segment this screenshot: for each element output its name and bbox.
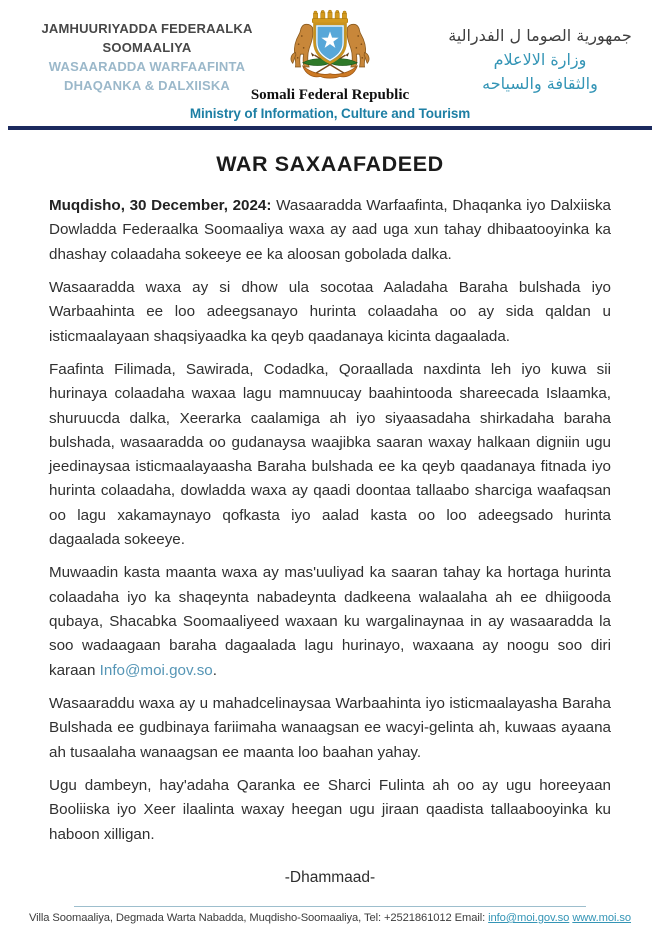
sentence-period: . — [212, 661, 217, 679]
republic-name-somali-line1: JAMHUURIYADDA FEDERAALKA — [41, 21, 253, 36]
republic-name-somali-line2: SOOMAALIYA — [102, 39, 192, 55]
paragraph-intro-text: Wasaaradda Warfaafinta, Dhaqanka iyo Dalxiiska Dowladda Federaalka Soomaaliya waxa ay aad uga xun tahay dhibaatooyinka ka dhashay colaadaha sokeeye ee ka aloosan gobolada dalka. — [49, 197, 611, 263]
footer-divider-rule — [74, 906, 586, 907]
letterhead — [0, 0, 660, 126]
page-title: WAR SAXAAFADEED — [216, 152, 444, 176]
footer-website-link[interactable]: www.moi.so — [572, 912, 632, 924]
republic-name-arabic: جمهورية الصوما ل الفدرالية — [448, 26, 632, 45]
country-name-english: Somali Federal Republic — [250, 87, 410, 103]
footer-email-link[interactable]: info@moi.gov.so — [488, 912, 570, 924]
closing-line: -Dhammaad- — [284, 868, 376, 886]
header-divider-rule — [8, 126, 652, 130]
paragraph-responsibility — [49, 561, 611, 683]
ministry-name-arabic-line2: والثقافة والسياحه — [482, 74, 598, 93]
paragraph-responsibility-text: Muwaadin kasta maanta waxa ay mas'uuliyad ka saaran tahay ka hortaga hurinta colaadaha iyo ka shaqeynta nabadeynta dadkeena walaalaha ah ee dhiigooda qubaya, Shacabka Soomaaliyeed waxaan ku wargalinaynaa in ay wasaaradda la soo wadaagaan baraha dagaalada lagu hurinayo, waxaana ay noogu soo diri karaan — [49, 564, 611, 679]
letterhead-arabic-block — [434, 24, 646, 96]
paragraph-thanks: Wasaaraddu waxa ay u mahadcelinaysaa Warbaahinta iyo isticmaalayasha Baraha Bulshada ee gudbinaya fariimaha wanaagsan ee wacyi-gelinta ah, kuwaas ayaana ah tusaalaha wanaagsan ee maanta loo baahan yahay. — [49, 694, 611, 761]
paragraph-monitoring: Wasaaradda waxa ay si dhow ula socotaa Aaladaha Baraha bulshada iyo Warbaahinta ee loo adeegsanayo hurinta colaadaha oo ay sida qaldan u isticmaalayaan shaqsiyaadka ka qeyb qaadanaya kicinta dagaalada. — [49, 278, 611, 345]
press-release-body — [0, 194, 660, 887]
footer-address: Villa Soomaaliya, Degmada Warta Nabadda, Muqdisho-Soomaaliya, Tel: +2521861012 Email: — [28, 912, 489, 924]
document-footer — [0, 906, 660, 924]
paragraph-final: Ugu dambeyn, hay'adaha Qaranka ee Sharci Fulinta ah oo ay ugu horeeyaan Booliiska iyo Xeer ilaalinta waxay heegan ugu jiraan qaadista tallaabooyinka ku haboon xilligan. — [49, 776, 611, 843]
ministry-name-arabic-line1: وزارة الالاعلام — [493, 50, 587, 69]
paragraph-intro — [49, 194, 611, 267]
paragraph-prohibition: Faafinta Filimada, Sawirada, Codadka, Qoraallada naxdinta leh iyo kuwa sii hurinaya colaadaha waxaa lagu mamnuucay baahintooda shareecada Islaamka, shuruucda dalka, Xeerarka caalamiga ah iyo siyaasadaha shirkadaha baraha bulshada, wasaaradda oo gudanaysa waajibka saaran waxay halkaan digniin ugu jeedinaysaa isticmaalayaasha Baraha bulshada ee ka qeyb qaadanaya fitnada iyo hurinta colaadaha, dowladda waxa ay qaadi doontaa tallaabo sharciga waafaqsan oo lagu xakamaynayo qofkasta iyo aalad kasta oo loo adeegsado hurinta dagaalada sokeeye. — [49, 360, 611, 549]
footer-contact-line — [0, 912, 660, 924]
somalia-coat-of-arms-icon — [284, 6, 376, 86]
ministry-name-english: Ministry of Information, Culture and Tourism — [189, 106, 471, 121]
ministry-email-link[interactable]: Info@moi.gov.so — [99, 661, 213, 679]
dateline: Muqdisho, 30 December, 2024: — [49, 197, 272, 214]
ministry-name-somali-line2: DHAQANKA & DALXIISKA — [63, 77, 231, 93]
ministry-name-somali-line1: WASAARADDA WARFAAFINTA — [48, 58, 246, 74]
